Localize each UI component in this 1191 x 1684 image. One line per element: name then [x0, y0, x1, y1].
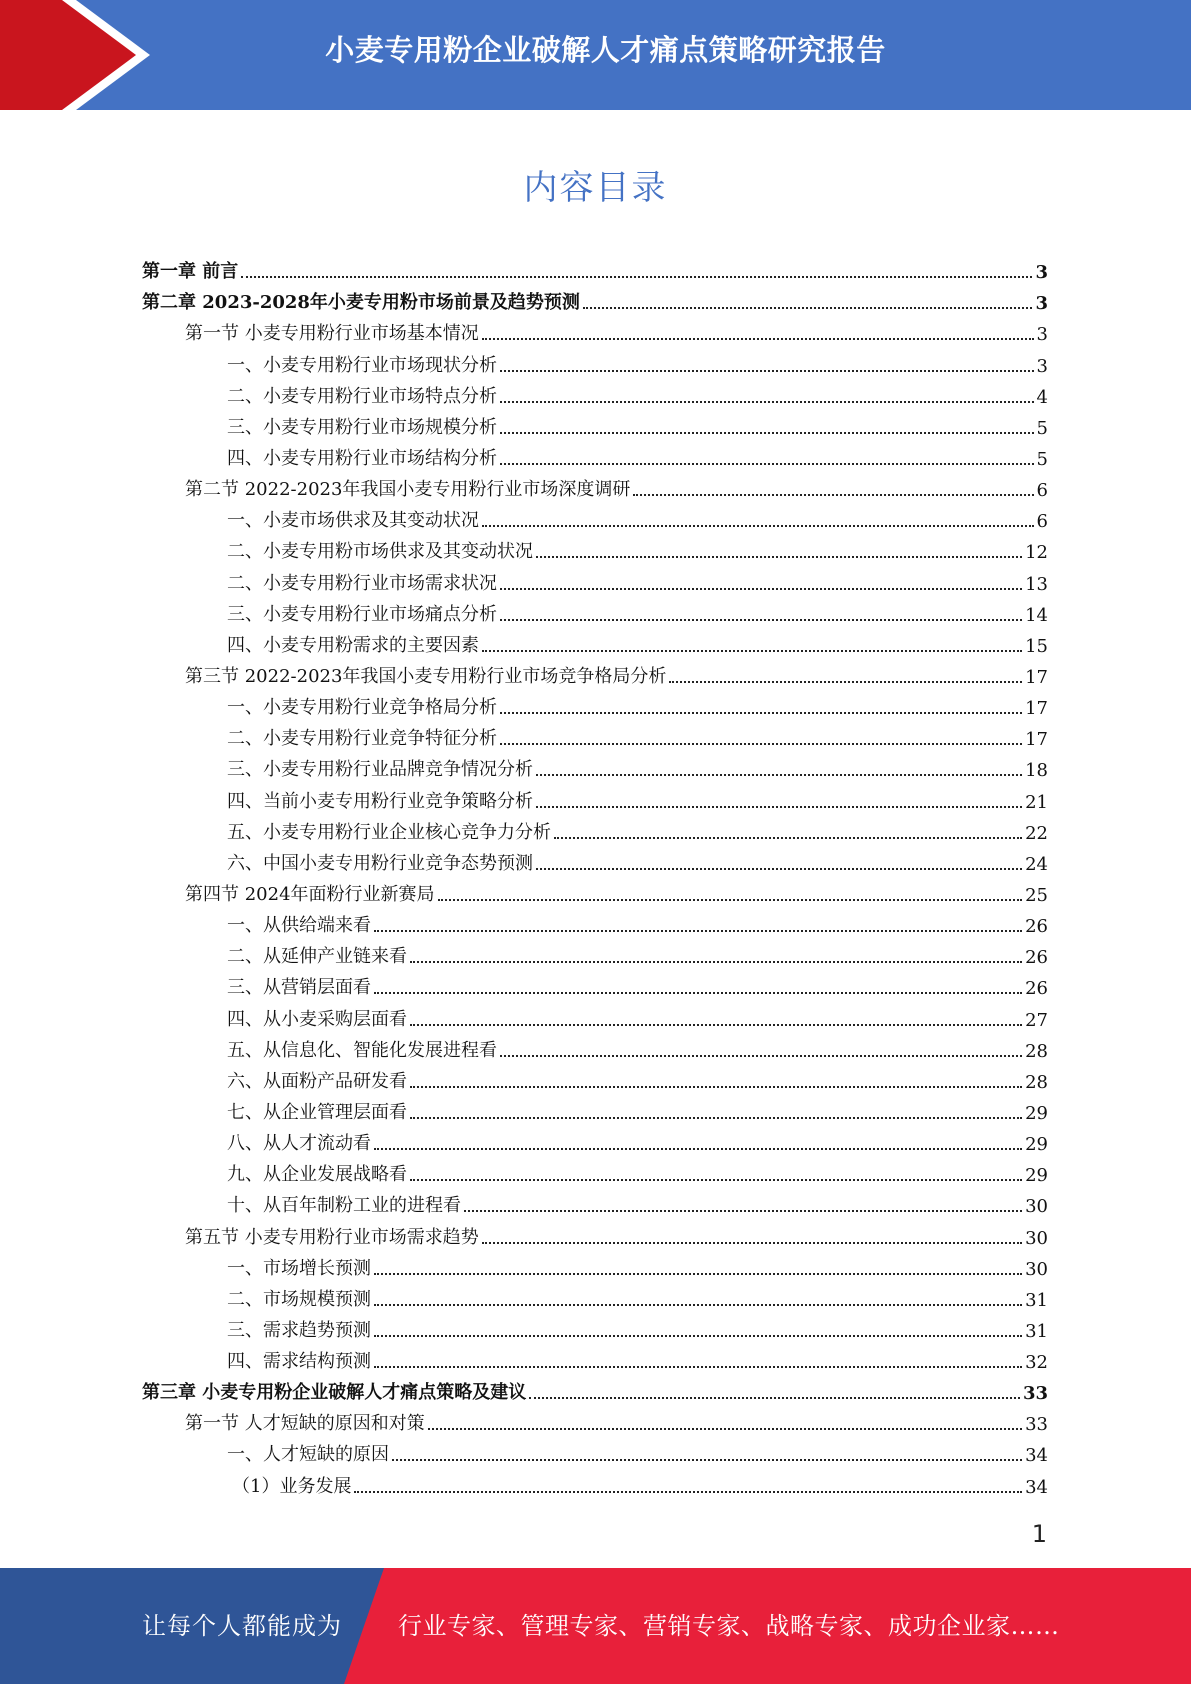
- toc-leader-dots: [374, 1272, 1022, 1275]
- toc-entry[interactable]: [142, 939, 1048, 970]
- toc-entry-label: 第二章 2023-2028年小麦专用粉市场前景及趋势预测: [142, 292, 580, 314]
- toc-entry-page: 12: [1025, 542, 1048, 564]
- toc-entry-page: 30: [1025, 1227, 1048, 1249]
- toc-entry[interactable]: [142, 1095, 1048, 1126]
- toc-entry-page: 14: [1025, 604, 1048, 626]
- toc-entry-page: 26: [1025, 947, 1048, 969]
- toc-entry[interactable]: [142, 441, 1048, 472]
- toc-leader-dots: [536, 555, 1022, 558]
- toc-entry[interactable]: [142, 783, 1048, 814]
- toc-entry[interactable]: [142, 1126, 1048, 1157]
- toc-entry-page: 28: [1025, 1071, 1048, 1093]
- toc-leader-dots: [633, 493, 1033, 496]
- toc-entry-label: 一、小麦市场供求及其变动状况: [227, 510, 479, 532]
- toc-entry-page: 17: [1025, 729, 1048, 751]
- toc-entry[interactable]: [142, 1282, 1048, 1313]
- toc-entry-label: 一、市场增长预测: [227, 1257, 371, 1279]
- toc-entry[interactable]: [142, 1313, 1048, 1344]
- toc-leader-dots: [464, 1209, 1022, 1212]
- toc-entry[interactable]: [142, 534, 1048, 565]
- toc-leader-dots: [410, 1023, 1022, 1026]
- toc-leader-dots: [482, 524, 1034, 527]
- toc-entry[interactable]: [142, 877, 1048, 908]
- toc-entry[interactable]: [142, 254, 1048, 285]
- toc-leader-dots: [583, 306, 1033, 309]
- toc-entry-label: 第一节 人才短缺的原因和对策: [185, 1413, 425, 1435]
- toc-entry-page: 3: [1035, 293, 1048, 315]
- toc-leader-dots: [410, 1116, 1022, 1119]
- toc-leader-dots: [500, 431, 1034, 434]
- toc-entry[interactable]: [142, 285, 1048, 316]
- toc-entry-page: 29: [1025, 1134, 1048, 1156]
- toc-entry-page: 5: [1036, 448, 1048, 470]
- toc-leader-dots: [536, 805, 1022, 808]
- toc-entry-label: 四、小麦专用粉需求的主要因素: [227, 634, 479, 656]
- toc-leader-dots: [374, 1147, 1022, 1150]
- toc-entry-label: 第二节 2022-2023年我国小麦专用粉行业市场深度调研: [185, 479, 631, 501]
- toc-entry-page: 34: [1025, 1445, 1048, 1467]
- toc-entry-label: 四、从小麦采购层面看: [227, 1008, 407, 1030]
- footer-slogan-left: 让每个人都能成为: [142, 1612, 342, 1640]
- toc-entry[interactable]: [142, 970, 1048, 1001]
- toc-entry-page: 31: [1025, 1320, 1048, 1342]
- toc-entry[interactable]: [142, 628, 1048, 659]
- toc-entry-page: 22: [1025, 822, 1048, 844]
- toc-entry-label: 五、小麦专用粉行业企业核心竞争力分析: [227, 821, 551, 843]
- toc-entry-label: 二、从延伸产业链来看: [227, 946, 407, 968]
- toc-entry-label: 一、小麦专用粉行业竞争格局分析: [227, 697, 497, 719]
- toc-leader-dots: [374, 1334, 1022, 1337]
- toc-entry-label: 第三节 2022-2023年我国小麦专用粉行业市场竞争格局分析: [185, 665, 667, 687]
- toc-entry-page: 29: [1025, 1102, 1048, 1124]
- toc-leader-dots: [241, 275, 1032, 278]
- toc-entry-page: 6: [1036, 511, 1048, 533]
- toc-entry-page: 27: [1025, 1009, 1048, 1031]
- toc-entry[interactable]: [142, 565, 1048, 596]
- toc-entry-page: 30: [1025, 1196, 1048, 1218]
- report-title: 小麦专用粉企业破解人才痛点策略研究报告: [325, 33, 886, 67]
- toc-leader-dots: [500, 400, 1034, 403]
- toc-entry-page: 29: [1025, 1165, 1048, 1187]
- toc-leader-dots: [410, 960, 1022, 963]
- toc-leader-dots: [500, 462, 1034, 465]
- toc-entry[interactable]: [142, 1157, 1048, 1188]
- toc-entry[interactable]: [142, 1375, 1048, 1406]
- toc-entry-label: 一、人才短缺的原因: [227, 1444, 389, 1466]
- toc-entry-label: 三、小麦专用粉行业品牌竞争情况分析: [227, 759, 533, 781]
- toc-entry-label: 四、需求结构预测: [227, 1351, 371, 1373]
- toc-entry-page: 17: [1025, 698, 1048, 720]
- toc-entry-label: 五、从信息化、智能化发展进程看: [227, 1039, 497, 1061]
- toc-leader-dots: [410, 1085, 1022, 1088]
- toc-entry[interactable]: [142, 1406, 1048, 1437]
- toc-entry-label: 十、从百年制粉工业的进程看: [227, 1195, 461, 1217]
- toc-entry-page: 33: [1022, 1383, 1048, 1405]
- toc-entry-page: 33: [1025, 1414, 1048, 1436]
- toc-entry-label: 二、小麦专用粉行业市场特点分析: [227, 385, 497, 407]
- toc-leader-dots: [482, 337, 1034, 340]
- toc-entry-label: 二、小麦专用粉行业竞争特征分析: [227, 728, 497, 750]
- toc-leader-dots: [374, 929, 1022, 932]
- toc-entry[interactable]: [142, 597, 1048, 628]
- toc-entry-page: 26: [1025, 916, 1048, 938]
- toc-entry-label: 二、市场规模预测: [227, 1288, 371, 1310]
- toc-entry[interactable]: [142, 316, 1048, 347]
- toc-leader-dots: [536, 773, 1022, 776]
- toc-entry-label: 四、小麦专用粉行业市场结构分析: [227, 447, 497, 469]
- toc-entry[interactable]: [142, 1001, 1048, 1032]
- toc-leader-dots: [669, 680, 1022, 683]
- toc-entry-label: 四、当前小麦专用粉行业竞争策略分析: [227, 790, 533, 812]
- toc-entry-page: 3: [1035, 262, 1048, 284]
- toc-entry-label: 二、小麦专用粉行业市场需求状况: [227, 572, 497, 594]
- toc-entry[interactable]: [142, 503, 1048, 534]
- toc-entry-label: 第五节 小麦专用粉行业市场需求趋势: [185, 1226, 479, 1248]
- toc-entry[interactable]: [142, 659, 1048, 690]
- toc-entry-page: 6: [1036, 480, 1048, 502]
- toc-entry-page: 15: [1025, 635, 1048, 657]
- toc-entry[interactable]: [142, 1033, 1048, 1064]
- toc-entry[interactable]: [142, 410, 1048, 441]
- toc-leader-dots: [354, 1490, 1022, 1493]
- toc-entry-label: 第一节 小麦专用粉行业市场基本情况: [185, 323, 479, 345]
- toc-entry[interactable]: [142, 1188, 1048, 1219]
- toc-entry-page: 13: [1025, 573, 1048, 595]
- toc-entry-label: 一、小麦专用粉行业市场现状分析: [227, 354, 497, 376]
- toc-leader-dots: [554, 836, 1022, 839]
- toc-leader-dots: [482, 649, 1022, 652]
- toc-entry-page: 5: [1036, 417, 1048, 439]
- toc-heading: 内容目录: [523, 168, 668, 208]
- toc-entry[interactable]: [142, 379, 1048, 410]
- toc-entry-page: 31: [1025, 1289, 1048, 1311]
- toc-entry-page: 17: [1025, 666, 1048, 688]
- toc-leader-dots: [500, 711, 1022, 714]
- toc-entry-page: 26: [1025, 978, 1048, 1000]
- toc-entry-label: 第三章 小麦专用粉企业破解人才痛点策略及建议: [142, 1382, 527, 1404]
- page-footer: [0, 1568, 1191, 1684]
- toc-entry-page: 21: [1025, 791, 1048, 813]
- toc-entry-page: 18: [1025, 760, 1048, 782]
- toc-entry[interactable]: [142, 1468, 1048, 1499]
- toc-entry[interactable]: [142, 752, 1048, 783]
- toc-entry-label: 六、从面粉产品研发看: [227, 1070, 407, 1092]
- toc-entry-label: （1）业务发展: [232, 1475, 352, 1497]
- toc-entry-label: 第一章 前言: [142, 261, 239, 283]
- toc-leader-dots: [374, 1365, 1022, 1368]
- page-header: [0, 0, 1191, 110]
- toc-entry-label: 三、小麦专用粉行业市场规模分析: [227, 416, 497, 438]
- toc-entry[interactable]: [142, 347, 1048, 378]
- toc-leader-dots: [500, 587, 1022, 590]
- toc-entry-label: 九、从企业发展战略看: [227, 1164, 407, 1186]
- toc-leader-dots: [529, 1396, 1020, 1399]
- toc-leader-dots: [438, 898, 1023, 901]
- toc-entry-page: 32: [1025, 1352, 1048, 1374]
- toc-entry[interactable]: [142, 908, 1048, 939]
- toc-entry-page: 3: [1036, 324, 1048, 346]
- toc-entry[interactable]: [142, 1437, 1048, 1468]
- toc-leader-dots: [500, 369, 1034, 372]
- toc-entry[interactable]: [142, 690, 1048, 721]
- table-of-contents: [142, 254, 1048, 1500]
- toc-entry-label: 七、从企业管理层面看: [227, 1101, 407, 1123]
- toc-leader-dots: [428, 1427, 1022, 1430]
- toc-leader-dots: [536, 867, 1022, 870]
- toc-entry-page: 30: [1025, 1258, 1048, 1280]
- toc-entry[interactable]: [142, 1344, 1048, 1375]
- toc-leader-dots: [374, 1303, 1022, 1306]
- toc-leader-dots: [392, 1458, 1022, 1461]
- toc-entry-label: 六、中国小麦专用粉行业竞争态势预测: [227, 852, 533, 874]
- toc-entry-label: 一、从供给端来看: [227, 915, 371, 937]
- toc-entry-page: 24: [1025, 853, 1048, 875]
- toc-entry[interactable]: [142, 1064, 1048, 1095]
- toc-leader-dots: [482, 1241, 1022, 1244]
- toc-leader-dots: [500, 1054, 1022, 1057]
- toc-entry-page: 4: [1036, 386, 1048, 408]
- toc-entry-page: 25: [1025, 884, 1048, 906]
- toc-entry[interactable]: [142, 721, 1048, 752]
- toc-entry-page: 28: [1025, 1040, 1048, 1062]
- toc-entry[interactable]: [142, 846, 1048, 877]
- toc-entry[interactable]: [142, 1251, 1048, 1282]
- toc-leader-dots: [500, 742, 1022, 745]
- toc-entry-label: 第四节 2024年面粉行业新赛局: [185, 883, 435, 905]
- page-number: 1: [1031, 1520, 1047, 1548]
- toc-entry-page: 34: [1025, 1476, 1048, 1498]
- toc-entry-page: 3: [1036, 355, 1048, 377]
- toc-leader-dots: [374, 991, 1022, 994]
- toc-leader-dots: [410, 1178, 1022, 1181]
- toc-entry-label: 三、小麦专用粉行业市场痛点分析: [227, 603, 497, 625]
- toc-leader-dots: [500, 618, 1022, 621]
- toc-entry[interactable]: [142, 472, 1048, 503]
- toc-entry-label: 三、需求趋势预测: [227, 1319, 371, 1341]
- toc-entry-label: 八、从人才流动看: [227, 1133, 371, 1155]
- toc-entry-label: 三、从营销层面看: [227, 977, 371, 999]
- toc-entry-label: 二、小麦专用粉市场供求及其变动状况: [227, 541, 533, 563]
- toc-entry[interactable]: [142, 815, 1048, 846]
- toc-entry[interactable]: [142, 1219, 1048, 1250]
- footer-slogan-right: 行业专家、管理专家、营销专家、战略专家、成功企业家……: [398, 1612, 1060, 1640]
